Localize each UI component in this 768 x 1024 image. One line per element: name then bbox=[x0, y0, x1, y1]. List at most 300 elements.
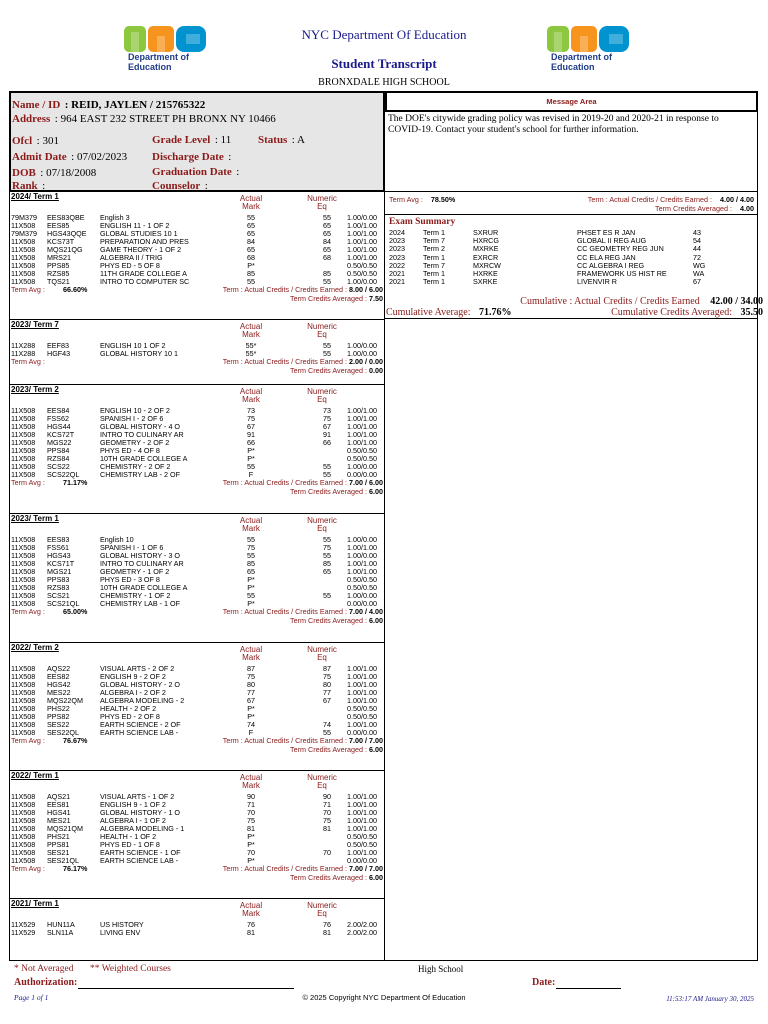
counselor-label: Counselor bbox=[152, 180, 201, 192]
cumulative-credits-label: Cumulative : Actual Credits / Credits Earned bbox=[520, 296, 700, 307]
credits: 1.00/1.00 bbox=[347, 808, 377, 817]
exam-year: 2023 bbox=[389, 252, 405, 262]
status-row: Status : A bbox=[258, 134, 305, 146]
course-code: AQS22 bbox=[47, 664, 71, 673]
course-code: FSS62 bbox=[47, 414, 69, 423]
course-title: SPANISH I - 2 OF 6 bbox=[100, 415, 164, 423]
course-code: KCS72T bbox=[47, 430, 75, 439]
mark-label: Mark bbox=[242, 524, 260, 533]
actual-mark: 76 bbox=[247, 920, 255, 929]
credits: 0.00/0.00 bbox=[347, 728, 377, 737]
exam-row bbox=[389, 277, 749, 285]
exam-term: Term 1 bbox=[423, 277, 445, 287]
course-title: CHEMISTRY - 2 OF 2 bbox=[100, 463, 171, 471]
school-code: 11X288 bbox=[11, 341, 36, 350]
course-title: ALGEBRA I - 1 OF 2 bbox=[100, 817, 166, 825]
course-code: SCS22QL bbox=[47, 470, 80, 479]
term-credits-label: Term : Actual Credits / Credits Earned : bbox=[222, 285, 348, 294]
course-title: ENGLISH 10 1 OF 2 bbox=[100, 342, 166, 350]
actual-mark: P* bbox=[247, 446, 255, 455]
footnote-not-averaged: * Not Averaged bbox=[14, 964, 74, 974]
actual-mark: 85 bbox=[247, 269, 255, 278]
course-code: HGS44 bbox=[47, 422, 71, 431]
exam-score: 44 bbox=[693, 244, 701, 254]
graduation-row: Graduation Date : bbox=[152, 166, 240, 178]
term-credits-avg-label: Term Credits Averaged : bbox=[290, 873, 367, 882]
numeric-eq: 55 bbox=[323, 591, 331, 600]
numeric-eq: 55 bbox=[323, 341, 331, 350]
credits: 1.00/1.00 bbox=[347, 664, 377, 673]
credits: 0.50/0.50 bbox=[347, 840, 377, 849]
actual-mark: 75 bbox=[247, 816, 255, 825]
actual-mark: P* bbox=[247, 832, 255, 841]
course-code: EES82 bbox=[47, 672, 70, 681]
term-heading: 2023/ Term 1 bbox=[11, 514, 59, 523]
numeric-eq: 55 bbox=[323, 277, 331, 286]
name-label: Name / ID bbox=[12, 99, 61, 111]
school-code: 11X508 bbox=[11, 245, 36, 254]
term-separator bbox=[9, 384, 385, 385]
course-title: GLOBAL HISTORY - 4 O bbox=[100, 423, 181, 431]
right-term-credits-label: Term : Actual Credits / Credits Earned : bbox=[587, 195, 713, 204]
course-code: MRS21 bbox=[47, 253, 71, 262]
actual-mark: 55 bbox=[247, 551, 255, 560]
eq-label: Eq bbox=[317, 781, 327, 790]
term-credits bbox=[223, 479, 383, 487]
grade-row: Grade Level : 11 bbox=[152, 134, 232, 146]
credits: 1.00/1.00 bbox=[347, 430, 377, 439]
eq-label: Eq bbox=[317, 909, 327, 918]
course-title: US HISTORY bbox=[100, 921, 144, 929]
school-code: 11X508 bbox=[11, 454, 36, 463]
school-code: 11X508 bbox=[11, 221, 36, 230]
course-title: English 3 bbox=[100, 214, 130, 222]
address-value: 964 EAST 232 STREET PH BRONX NY 10466 bbox=[60, 113, 276, 125]
exam-row bbox=[389, 253, 749, 261]
course-code: PHS21 bbox=[47, 832, 70, 841]
credits: 1.00/0.00 bbox=[347, 341, 377, 350]
ofcl-value: 301 bbox=[42, 135, 59, 147]
course-code: HGS43QQE bbox=[47, 229, 87, 238]
school-code: 11X508 bbox=[11, 422, 36, 431]
term-block bbox=[11, 644, 383, 755]
numeric-eq: 65 bbox=[323, 229, 331, 238]
credits: 1.00/1.00 bbox=[347, 406, 377, 415]
course-title: VISUAL ARTS - 2 OF 2 bbox=[100, 665, 175, 673]
cumulative-average-label: Cumulative Average: bbox=[386, 307, 471, 318]
numeric-eq: 68 bbox=[323, 253, 331, 262]
credits: 1.00/1.00 bbox=[347, 414, 377, 423]
cumulative-bottom-rule bbox=[385, 318, 757, 319]
school-code: 11X529 bbox=[11, 928, 36, 937]
numeric-eq: 67 bbox=[323, 422, 331, 431]
course-code: SCS21QL bbox=[47, 599, 80, 608]
course-title: PHYS ED - 3 OF 8 bbox=[100, 576, 160, 584]
numeric-eq: 81 bbox=[323, 824, 331, 833]
school-code: 11X508 bbox=[11, 792, 36, 801]
logo-line-2: Education bbox=[551, 62, 595, 72]
counselor-row: Counselor : bbox=[152, 180, 208, 192]
exam-score: 72 bbox=[693, 252, 701, 262]
term-separator bbox=[9, 770, 385, 771]
actual-mark: 55 bbox=[247, 213, 255, 222]
school-code: 11X508 bbox=[11, 808, 36, 817]
term-credits-averaged bbox=[290, 295, 383, 303]
numeric-eq: 70 bbox=[323, 808, 331, 817]
course-title: CHEMISTRY LAB - 1 OF bbox=[100, 600, 181, 608]
document-title: Student Transcript bbox=[331, 56, 437, 71]
print-timestamp: 11:53:17 AM January 30, 2025 bbox=[666, 995, 754, 1003]
term-credits bbox=[223, 865, 383, 873]
credits: 1.00/1.00 bbox=[347, 680, 377, 689]
actual-mark: 87 bbox=[247, 664, 255, 673]
credits: 0.50/0.50 bbox=[347, 712, 377, 721]
credits: 0.50/0.50 bbox=[347, 704, 377, 713]
term-credits-avg-value: 7.50 bbox=[369, 294, 383, 303]
school-code: 11X529 bbox=[11, 920, 36, 929]
term-credits-value: 7.00 / 7.00 bbox=[349, 864, 383, 873]
term-credits-averaged bbox=[290, 488, 383, 496]
credits: 0.50/0.50 bbox=[347, 454, 377, 463]
credits: 0.00/0.00 bbox=[347, 599, 377, 608]
course-title: INTRO TO CULINARY AR bbox=[100, 560, 184, 568]
actual-mark: 81 bbox=[247, 928, 255, 937]
actual-mark: 75 bbox=[247, 672, 255, 681]
numeric-label: Numeric bbox=[307, 901, 337, 910]
school-code: 11X508 bbox=[11, 664, 36, 673]
mark-label: Mark bbox=[242, 781, 260, 790]
numeric-eq: 87 bbox=[323, 664, 331, 673]
credits: 1.00/1.00 bbox=[347, 229, 377, 238]
school-code: 11X508 bbox=[11, 840, 36, 849]
authorization-label: Authorization: bbox=[14, 977, 78, 988]
school-code: 11X508 bbox=[11, 535, 36, 544]
eq-label: Eq bbox=[317, 395, 327, 404]
credits: 1.00/0.00 bbox=[347, 535, 377, 544]
cumulative-average bbox=[386, 307, 512, 318]
cumulative-credits bbox=[520, 296, 763, 307]
credits: 0.50/0.50 bbox=[347, 832, 377, 841]
term-credits-label: Term : Actual Credits / Credits Earned : bbox=[222, 357, 348, 366]
exam-code: SXRUR bbox=[473, 228, 499, 237]
actual-mark: 81 bbox=[247, 824, 255, 833]
course-code: EEF83 bbox=[47, 341, 69, 350]
mark-label: Mark bbox=[242, 653, 260, 662]
actual-mark: P* bbox=[247, 454, 255, 463]
school-code: 11X288 bbox=[11, 349, 36, 358]
actual-mark: 75 bbox=[247, 543, 255, 552]
dob-value: 07/18/2008 bbox=[46, 167, 97, 179]
exam-term: Term 7 bbox=[423, 236, 445, 246]
actual-mark: P* bbox=[247, 704, 255, 713]
right-summary-top-rule bbox=[385, 191, 757, 192]
school-code: 11X508 bbox=[11, 832, 36, 841]
credits: 0.50/0.50 bbox=[347, 446, 377, 455]
right-term-credits bbox=[588, 195, 754, 204]
school-code: 11X508 bbox=[11, 800, 36, 809]
term-avg-label: Term Avg : bbox=[11, 864, 45, 873]
term-credits-value: 8.00 / 6.00 bbox=[349, 285, 383, 294]
exam-score: 43 bbox=[693, 228, 701, 237]
term-credits-avg-line bbox=[11, 746, 383, 755]
message-area-title: Message Area bbox=[546, 97, 597, 106]
course-code: TQS21 bbox=[47, 277, 70, 286]
term-credits-avg-label: Term Credits Averaged : bbox=[290, 366, 367, 375]
actual-mark: 71 bbox=[247, 800, 255, 809]
term-block bbox=[11, 321, 383, 376]
credits: 0.50/0.50 bbox=[347, 261, 377, 270]
cumulative-credits-averaged bbox=[611, 307, 763, 318]
numeric-eq: 84 bbox=[323, 237, 331, 246]
school-code: 11X508 bbox=[11, 551, 36, 560]
eq-label: Eq bbox=[317, 653, 327, 662]
term-credits-avg-value: 6.00 bbox=[369, 873, 383, 882]
exam-term: Term 1 bbox=[423, 228, 445, 237]
eq-label: Eq bbox=[317, 202, 327, 211]
actual-label: Actual bbox=[239, 194, 263, 203]
school-code: 11X508 bbox=[11, 591, 36, 600]
exam-term: Term 2 bbox=[423, 244, 445, 254]
exam-score: WG bbox=[693, 260, 706, 270]
term-credits-avg-label: Term Credits Averaged : bbox=[290, 616, 367, 625]
course-title: GLOBAL HISTORY - 2 O bbox=[100, 681, 181, 689]
term-credits bbox=[223, 358, 383, 366]
exam-score: 67 bbox=[693, 277, 701, 287]
school-code: 11X508 bbox=[11, 599, 36, 608]
term-avg-value: 66.60% bbox=[63, 285, 88, 294]
term-credits-avg-value: 6.00 bbox=[369, 487, 383, 496]
credits: 1.00/1.00 bbox=[347, 253, 377, 262]
right-border bbox=[757, 112, 758, 961]
actual-label: Actual bbox=[239, 387, 263, 396]
exam-score: 54 bbox=[693, 236, 701, 246]
right-credits-avg-label: Term Credits Averaged : bbox=[655, 204, 732, 213]
term-credits-avg-line bbox=[11, 617, 383, 626]
course-title: ENGLISH 9 - 2 OF 2 bbox=[100, 673, 166, 681]
course-title: PHYS ED - 4 OF 8 bbox=[100, 447, 160, 455]
course-title: PREPARATION AND PRES bbox=[100, 238, 189, 246]
cumulative-average-value: 71.76% bbox=[479, 307, 512, 318]
term-separator bbox=[9, 513, 385, 514]
term-avg-value: 71.17% bbox=[63, 478, 88, 487]
footnote-weighted: ** Weighted Courses bbox=[90, 964, 171, 974]
high-school-label: High School bbox=[418, 964, 464, 974]
school-code: 11X508 bbox=[11, 704, 36, 713]
term-block bbox=[11, 193, 383, 304]
school-code: 11X508 bbox=[11, 277, 36, 286]
numeric-eq: 81 bbox=[323, 928, 331, 937]
numeric-label: Numeric bbox=[307, 194, 337, 203]
term-heading: 2021/ Term 1 bbox=[11, 899, 59, 908]
actual-mark: 66 bbox=[247, 438, 255, 447]
numeric-eq: 85 bbox=[323, 559, 331, 568]
status-value: A bbox=[297, 134, 305, 146]
course-title: EARTH SCIENCE - 2 OF bbox=[100, 721, 181, 729]
numeric-eq: 55 bbox=[323, 462, 331, 471]
term-avg-label: Term Avg : bbox=[11, 736, 45, 745]
actual-mark: 90 bbox=[247, 792, 255, 801]
numeric-eq: 55 bbox=[323, 535, 331, 544]
discharge-label: Discharge Date bbox=[152, 151, 224, 163]
course-code: SCS21 bbox=[47, 591, 70, 600]
date-line bbox=[556, 988, 621, 989]
school-code: 11X508 bbox=[11, 824, 36, 833]
name-value: REID, JAYLEN / 215765322 bbox=[71, 99, 206, 111]
exam-row bbox=[389, 236, 749, 244]
mark-label: Mark bbox=[242, 202, 260, 211]
numeric-label: Numeric bbox=[307, 645, 337, 654]
org-title: NYC Department Of Education bbox=[301, 27, 467, 42]
rank-label: Rank bbox=[12, 180, 38, 192]
school-code: 11X508 bbox=[11, 430, 36, 439]
bottom-rule bbox=[9, 960, 758, 961]
school-code: 11X508 bbox=[11, 848, 36, 857]
logo-line-1: Department of bbox=[128, 52, 190, 62]
eq-label: Eq bbox=[317, 524, 327, 533]
term-credits-avg-line bbox=[11, 874, 383, 883]
exam-year: 2022 bbox=[389, 260, 405, 270]
course-code: HGF43 bbox=[47, 349, 71, 358]
numeric-eq-header bbox=[305, 323, 339, 339]
course-code: MGS21 bbox=[47, 567, 72, 576]
actual-mark: 70 bbox=[247, 848, 255, 857]
exam-title: CC GEOMETRY REG JUN bbox=[577, 244, 664, 254]
term-avg-label: Term Avg : bbox=[11, 607, 45, 616]
school-code: 11X508 bbox=[11, 856, 36, 865]
course-code: PPS82 bbox=[47, 712, 70, 721]
actual-mark: 91 bbox=[247, 430, 255, 439]
term-block bbox=[11, 772, 383, 883]
exam-row bbox=[389, 244, 749, 252]
school-code: 11X508 bbox=[11, 269, 36, 278]
course-code: SES21QL bbox=[47, 856, 79, 865]
school-code: 79M379 bbox=[11, 229, 37, 238]
actual-mark-header bbox=[236, 517, 266, 533]
numeric-eq: 74 bbox=[323, 720, 331, 729]
exam-title: CC ALGEBRA I REG bbox=[577, 260, 645, 270]
numeric-eq-header bbox=[305, 388, 339, 404]
course-title: VISUAL ARTS - 1 OF 2 bbox=[100, 793, 175, 801]
dob-row: DOB : 07/18/2008 bbox=[12, 167, 97, 179]
actual-mark: 67 bbox=[247, 696, 255, 705]
term-separator bbox=[9, 642, 385, 643]
rank-row: Rank : bbox=[12, 180, 46, 192]
course-code: HGS41 bbox=[47, 808, 71, 817]
numeric-eq: 55 bbox=[323, 213, 331, 222]
exam-title: FRAMEWORK US HIST RE bbox=[577, 268, 667, 278]
credits: 1.00/1.00 bbox=[347, 824, 377, 833]
actual-mark: 65 bbox=[247, 221, 255, 230]
graduation-label: Graduation Date bbox=[152, 166, 232, 178]
numeric-eq: 90 bbox=[323, 792, 331, 801]
numeric-eq: 67 bbox=[323, 696, 331, 705]
exam-code: MXRCW bbox=[473, 260, 501, 270]
school-code: 11X508 bbox=[11, 559, 36, 568]
credits: 1.00/0.00 bbox=[347, 591, 377, 600]
numeric-eq: 77 bbox=[323, 688, 331, 697]
actual-label: Actual bbox=[239, 901, 263, 910]
course-title: ENGLISH 11 - 1 OF 2 bbox=[100, 222, 170, 230]
course-title: GEOMETRY - 1 OF 2 bbox=[100, 568, 170, 576]
credits: 2.00/2.00 bbox=[347, 928, 377, 937]
actual-mark: 75 bbox=[247, 414, 255, 423]
actual-mark-header bbox=[236, 195, 266, 211]
actual-mark: 80 bbox=[247, 680, 255, 689]
term-heading: 2023/ Term 7 bbox=[11, 320, 59, 329]
course-code: EES85 bbox=[47, 221, 70, 230]
course-code: MQS22QM bbox=[47, 696, 83, 705]
course-code: MES22 bbox=[47, 688, 71, 697]
actual-mark-header bbox=[236, 323, 266, 339]
numeric-eq: 75 bbox=[323, 414, 331, 423]
course-title: LIVING ENV bbox=[100, 929, 141, 937]
credits: 1.00/1.00 bbox=[347, 237, 377, 246]
course-title: PHYS ED - 1 OF 8 bbox=[100, 841, 160, 849]
term-credits-avg-value: 0.00 bbox=[369, 366, 383, 375]
mark-label: Mark bbox=[242, 330, 260, 339]
mark-label: Mark bbox=[242, 395, 260, 404]
actual-mark: 67 bbox=[247, 422, 255, 431]
cumulative-credits-avg-label: Cumulative Credits Averaged: bbox=[611, 307, 732, 318]
numeric-eq: 75 bbox=[323, 816, 331, 825]
course-code: SES21 bbox=[47, 848, 70, 857]
exam-year: 2021 bbox=[389, 268, 405, 278]
course-code: EES83QBE bbox=[47, 213, 85, 222]
actual-mark: 65 bbox=[247, 245, 255, 254]
credits: 1.00/1.00 bbox=[347, 245, 377, 254]
school-code: 11X508 bbox=[11, 575, 36, 584]
cumulative-credits-value: 42.00 / 34.00 bbox=[710, 296, 763, 307]
exam-title: CC ELA REG JAN bbox=[577, 252, 636, 262]
numeric-label: Numeric bbox=[307, 516, 337, 525]
actual-mark: P* bbox=[247, 575, 255, 584]
course-title: ALGEBRA II / TRIG bbox=[100, 254, 163, 262]
eq-label: Eq bbox=[317, 330, 327, 339]
credits: 1.00/1.00 bbox=[347, 720, 377, 729]
actual-mark-header bbox=[236, 902, 266, 918]
numeric-eq: 55 bbox=[323, 551, 331, 560]
numeric-eq: 66 bbox=[323, 438, 331, 447]
course-title: CHEMISTRY LAB - 2 OF bbox=[100, 471, 181, 479]
credits: 1.00/1.00 bbox=[347, 221, 377, 230]
credits: 0.00/0.00 bbox=[347, 470, 377, 479]
dob-label: DOB bbox=[12, 167, 36, 179]
term-avg-value: 76.67% bbox=[63, 736, 88, 745]
actual-label: Actual bbox=[239, 645, 263, 654]
course-code: HUN11A bbox=[47, 920, 75, 929]
credits: 1.00/0.00 bbox=[347, 277, 377, 286]
exam-title: LIVENVIR R bbox=[577, 277, 617, 287]
credits: 1.00/0.00 bbox=[347, 213, 377, 222]
column-divider bbox=[384, 191, 385, 961]
address-label: Address bbox=[12, 113, 51, 125]
course-title: GEOMETRY - 2 OF 2 bbox=[100, 439, 170, 447]
credits: 0.50/0.50 bbox=[347, 269, 377, 278]
exam-top-rule bbox=[385, 214, 757, 215]
credits: 1.00/0.00 bbox=[347, 551, 377, 560]
actual-label: Actual bbox=[239, 516, 263, 525]
actual-mark-header bbox=[236, 646, 266, 662]
actual-mark: 70 bbox=[247, 808, 255, 817]
course-title: PHYS ED - 5 OF 8 bbox=[100, 262, 160, 270]
actual-mark: F bbox=[248, 470, 254, 479]
numeric-eq: 76 bbox=[323, 920, 331, 929]
school-code: 11X508 bbox=[11, 672, 36, 681]
credits: 1.00/1.00 bbox=[347, 688, 377, 697]
credits: 1.00/1.00 bbox=[347, 816, 377, 825]
term-credits-label: Term : Actual Credits / Credits Earned : bbox=[222, 864, 348, 873]
numeric-eq: 71 bbox=[323, 800, 331, 809]
